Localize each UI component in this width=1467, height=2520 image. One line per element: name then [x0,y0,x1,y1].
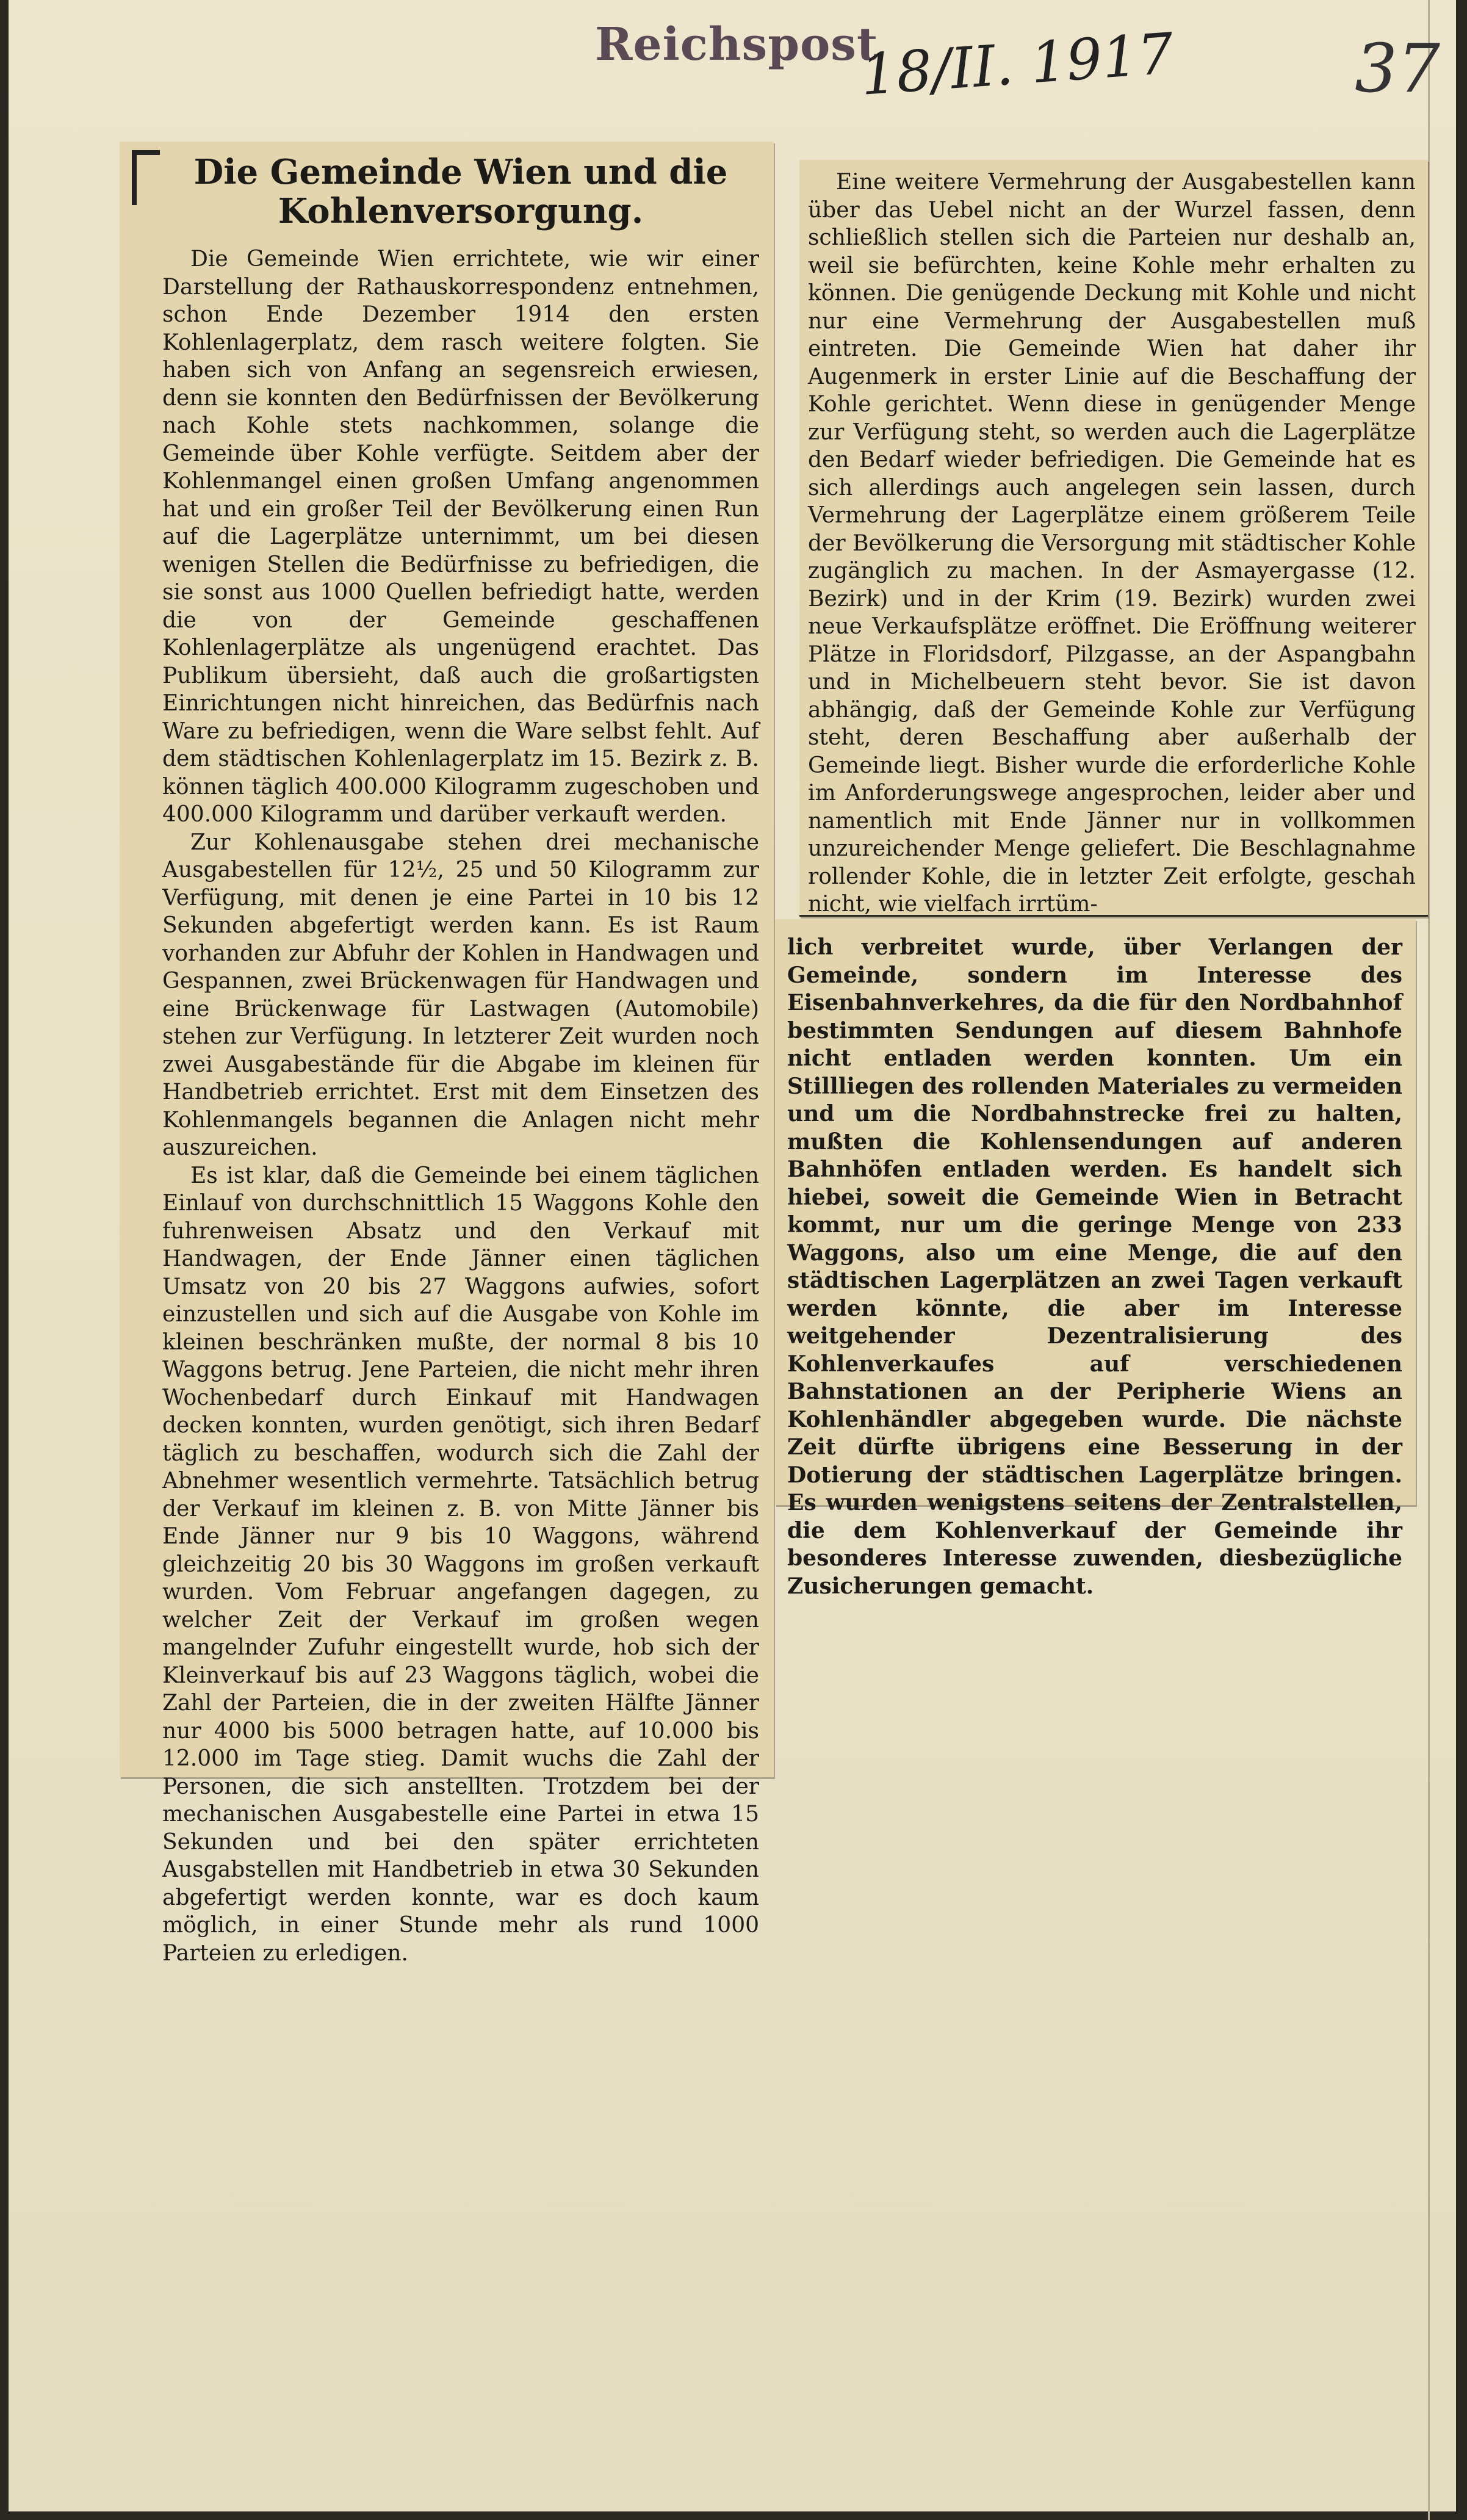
col2-paragraph-2: lich verbreitet wurde, über Verlangen der Gemeinde, sondern im Interesse des Eisenbahnverkehres, da die für den Nordbahnhof bestimmten Sendungen auf diesem Bahnhofe nicht entladen werden konnten. Um ein Stillliegen des rollenden Materiales zu vermeiden und um die Nordbahnstrecke frei zu halten, mußten die Kohlensendungen auf anderen Bahnhöfen entladen werden. Es handelt sich hiebei, soweit die Gemeinde Wien in Betracht kommt, nur um die geringe Menge von 233 Waggons, also um eine Menge, die auf den städtischen Lagerplätzen an zwei Tagen verkauft werden könnte, die aber im Interesse weitgehender Dezentralisierung des Kohlenverkaufes auf verschiedenen Bahnstationen an der Peripherie Wiens an Kohlenhändler abgegeben wurde. Die nächste Zeit dürfte übrigens eine Besserung in der Dotierung der städtischen Lagerplätze bringen. Es wurden wenigstens seitens der Zentralstellen, die dem Kohlenverkauf der Gemeinde ihr besonderes Interesse zuwenden, diesbezügliche Zusicherungen gemacht. [787,934,1402,1599]
clipping-column-2-top [799,160,1428,917]
handwritten-page-number: 37 [1355,29,1440,107]
scan-edge-right [1456,0,1467,2520]
col1-paragraph-2: Zur Kohlenausgabe stehen drei mechanische Ausgabestellen für 12½, 25 und 50 Kilogramm zur Verfügung, mit denen je eine Partei in 10 bis 12 Sekunden abgefertigt werden kann. Es ist Raum vorhanden zur Abfuhr der Kohlen in Handwagen und Gespannen, zwei Brückenwagen für Handwagen und eine Brückenwage für Lastwagen (Automobile) stehen zur Verfügung. In letzterer Zeit wurden noch zwei Ausgabestände für die Abgabe im kleinen für Handbetrieb errichtet. Erst mit dem Einsetzen des Kohlenmangels begannen die Anlagen nicht mehr auszureichen. [162,829,759,1160]
col2-paragraph-1: Eine weitere Vermehrung der Ausgabestellen kann über das Uebel nicht an der Wurzel fassen, denn schließlich stellen sich die Parteien nur deshalb an, weil sie befürchten, keine Kohle mehr erhalten zu können. Die genügende Deckung mit Kohle und nicht nur eine Vermehrung der Ausgabestellen muß eintreten. Die Gemeinde Wien hat daher ihr Augenmerk in erster Linie auf die Beschaffung der Kohle gerichtet. Wenn diese in genügender Menge zur Verfügung steht, so werden auch die Lagerplätze den Bedarf wieder befriedigen. Die Gemeinde hat es sich allerdings auch angelegen sein lassen, durch Vermehrung der Lagerplätze einem größerem Teile der Bevölkerung die Versorgung mit städtischer Kohle zugänglich zu machen. In der Asmayergasse (12. Bezirk) und in der Krim (19. Bezirk) wurden zwei neue Verkaufsplätze eröffnet. Die Eröffnung weiterer Plätze in Floridsdorf, Pilzgasse, an der Aspangbahn und in Michelbeuern steht bevor. Sie ist davon abhängig, daß der Gemeinde Kohle zur Verfügung steht, deren Beschaffung aber außerhalb der Gemeinde liegt. Bisher wurde die erforderliche Kohle im Anforderungswege angesprochen, leider aber und namentlich mit Ende Jänner nur in vollkommen unzureichender Menge geliefert. Die Beschlagnahme rollender Kohle, die in letzter Zeit erfolgte, geschah nicht, wie vielfach irrtüm- [808,170,1416,917]
handwritten-date: 18/II. 1917 [858,21,1176,108]
corner-bracket-mark [132,150,137,205]
clipping-column-1 [120,142,774,1966]
clipping-column-2-bottom [775,919,1416,1599]
scan-edge-bottom [0,2511,1467,2520]
scan-edge-left [0,0,9,2520]
col1-paragraph-1: Die Gemeinde Wien errichtete, wie wir einer Darstellung der Rathauskorrespondenz entnehmen, schon Ende Dezember 1914 den ersten Kohlenlagerplatz, dem rasch weitere folgten. Sie haben sich von Anfang an segensreich erwiesen, denn sie konnten den Bedürfnissen der Bevölkerung nach Kohle stets nachkommen, solange die Gemeinde über Kohle verfügte. Seitdem aber der Kohlenmangel einen großen Umfang angenommen hat und ein großer Teil der Bevölkerung einen Run auf die Lagerplätze unternimmt, um bei diesen wenigen Stellen die Bedürfnisse zu befriedigen, die sie sonst aus 1000 Quellen befriedigt hatte, werden die von der Gemeinde geschaffenen Kohlenlagerplätze als ungenügend erachtet. Das Publikum übersieht, daß auch die großartigsten Einrichtungen nicht hinreichen, das Bedürfnis nach Ware zu befriedigen, wenn die Ware selbst fehlt. Auf dem städtischen Kohlenlagerplatz im 15. Bezirk z. B. können täglich 400.000 Kilogramm zugeschoben und 400.000 Kilogramm und darüber verkauft werden. [162,247,759,827]
newspaper-masthead: Reichspost [595,18,879,71]
sheet-fold-line [1428,0,1430,2520]
article-headline: Die Gemeinde Wien und die Kohlenversorgung. [193,152,728,231]
col1-paragraph-3: Es ist klar, daß die Gemeinde bei einem täglichen Einlauf von durchschnittlich 15 Waggons Kohle den fuhrenweisen Absatz und den Verkauf mit Handwagen, der Ende Jänner einen täglichen Umsatz von 20 bis 27 Waggons aufwies, sofort einzustellen und sich auf die Ausgabe von Kohle im kleinen beschränken mußte, der normal 8 bis 10 Waggons betrug. Jene Parteien, die nicht mehr ihren Wochenbedarf durch Einkauf mit Handwagen decken konnten, wurden genötigt, sich ihren Bedarf täglich zu beschaffen, wodurch sich die Zahl der Abnehmer wesentlich vermehrte. Tatsächlich betrug der Verkauf im kleinen z. B. von Mitte Jänner bis Ende Jänner nur 9 bis 10 Waggons, während gleichzeitig 20 bis 30 Waggons im großen verkauft wurden. Vom Februar angefangen dagegen, zu welcher Zeit der Verkauf im großen wegen mangelnder Zufuhr eingestellt wurde, hob sich der Kleinverkauf bis auf 23 Waggons täglich, wobei die Zahl der Parteien, die in der zweiten Hälfte Jänner nur 4000 bis 5000 betragen hatte, auf 10.000 bis 12.000 im Tage stieg. Damit wuchs die Zahl der Personen, die sich anstellten. Trotzdem bei der mechanischen Ausgabestelle eine Partei in etwa 15 Sekunden und bei den später errichteten Ausgabstellen mit Handbetrieb in etwa 30 Sekunden abgefertigt werden konnte, war es doch kaum möglich, in einer Stunde mehr als rund 1000 Parteien zu erledigen. [162,1163,759,1966]
